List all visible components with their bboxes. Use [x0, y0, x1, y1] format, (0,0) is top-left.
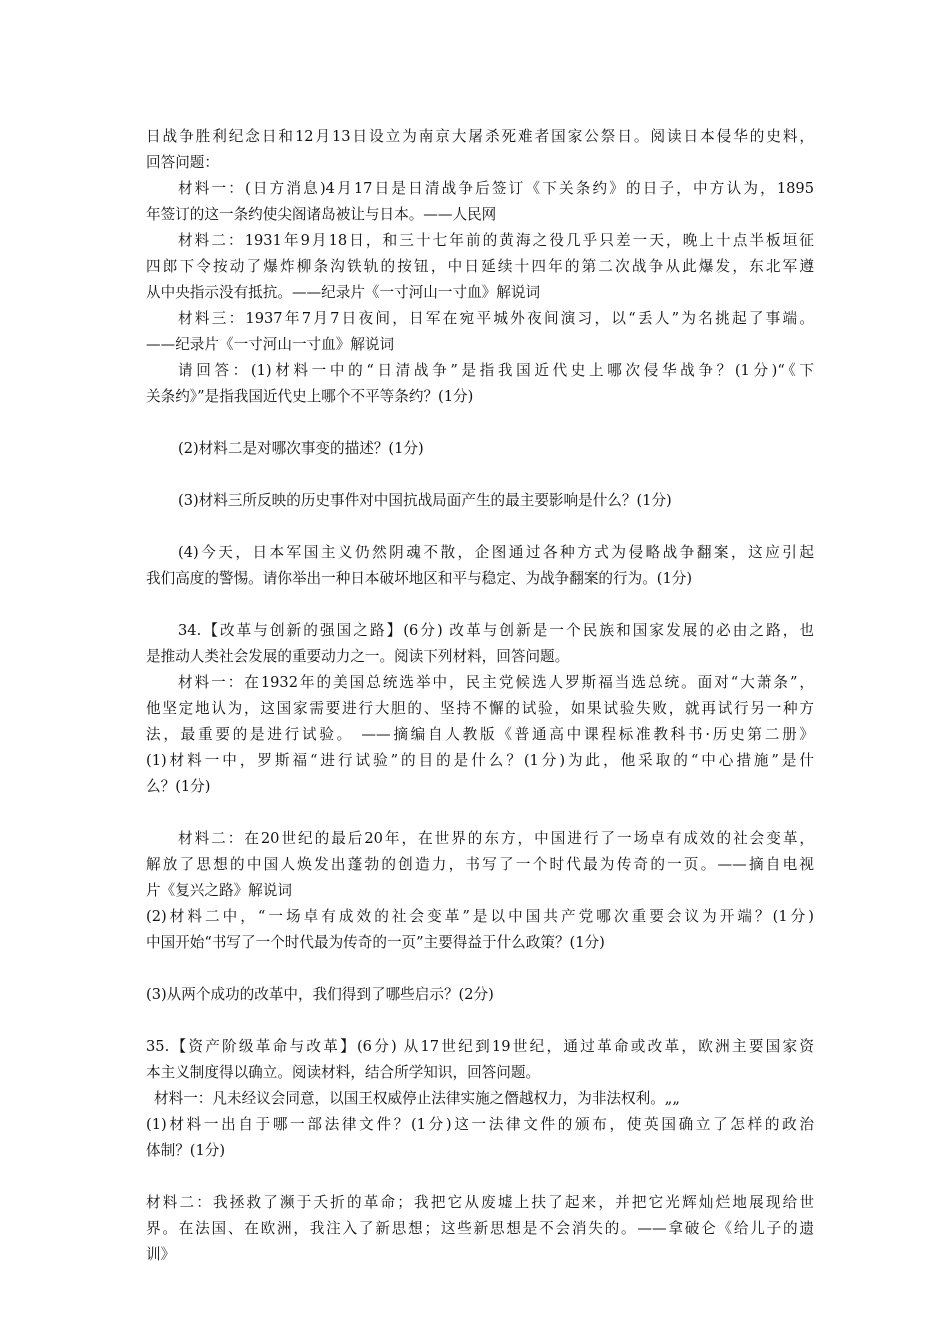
q33-intro-line-1: 日战争胜利纪念日和12月13日设立为南京大屠杀死难者国家公祭日。阅读日本侵华的史料，	[146, 128, 814, 145]
q35-question-1-line-2: 体制？(1分)	[146, 1142, 226, 1159]
q34-material-1-line-1: 材料一：在1932年的美国总统选举中，民主党候选人罗斯福当选总统。面对“大萧条”，	[178, 674, 814, 691]
q33-question-1-line-2: 关条约》”是指我国近代史上哪个不平等条约？(1分)	[146, 388, 474, 405]
q34-material-2-line-2: 解放了思想的中国人焕发出蓬勃的创造力，书写了一个时代最为传奇的一页。——摘自电视	[146, 856, 814, 873]
q35-intro-line-2: 本主义制度得以确立。阅读材料，结合所学知识，回答问题。	[146, 1064, 541, 1081]
q33-material-1-line-2: 年签订的这一条约使尖阁诸岛被让与日本。——人民网	[146, 206, 497, 223]
q34-question-2-line-1: (2)材料二中，“一场卓有成效的社会变革”是以中国共产党哪次重要会议为开端？(1分)	[146, 908, 814, 925]
q35-intro-line-1: 35.【资产阶级革命与改革】(6分) 从17世纪到19世纪，通过革命或改革，欧洲主要国家资	[146, 1038, 814, 1055]
q33-intro-line-2: 回答问题：	[146, 154, 219, 171]
q34-material-1-line-2: 他坚定地认为，这国家需要进行大胆的、坚持不懈的试验，如果试验失败，就再试行另一种方	[146, 700, 814, 717]
q35-material-2-line-1: 材料二：我拯救了濒于夭折的革命；我把它从废墟上扶了起来，并把它光辉灿烂地展现给世	[146, 1194, 814, 1211]
q35-material-2-line-3: 训》	[146, 1246, 176, 1263]
q34-material-2-line-1: 材料二：在20世纪的最后20年，在世界的东方，中国进行了一场卓有成效的社会变革，	[178, 830, 814, 847]
q34-material-1-line-3: 法，最重要的是进行试验。 ——摘编自人教版《普通高中课程标准教科书·历史第二册》	[146, 726, 814, 743]
q33-question-4-line-2: 我们高度的警惕。请你举出一种日本破坏地区和平与稳定、为战争翻案的行为。(1分)	[146, 570, 693, 587]
q33-question-1-line-1: 请回答：(1)材料一中的“日清战争”是指我国近代史上哪次侵华战争？(1分)“《下	[178, 362, 814, 379]
q33-question-2: (2)材料二是对哪次事变的描述？(1分)	[178, 440, 424, 457]
q33-material-3-line-2: ——纪录片《一寸河山一寸血》解说词	[146, 336, 395, 353]
q33-material-1-line-1: 材料一：(日方消息)4月17日是日清战争后签订《下关条约》的日子，中方认为，1895	[178, 180, 814, 197]
q34-question-1-line-2: 么？(1分)	[146, 778, 211, 795]
q34-intro-line-2: 是推动人类社会发展的重要动力之一。阅读下列材料，回答问题。	[146, 648, 570, 665]
q34-question-1-line-1: (1)材料一中，罗斯福“进行试验”的目的是什么？(1分)为此，他采取的“中心措施”是什	[146, 752, 814, 769]
q33-material-2-line-3: 从中央指示没有抵抗。——纪录片《一寸河山一寸血》解说词	[146, 284, 541, 301]
q35-material-1: 材料一：凡未经议会同意，以国王权威停止法律实施之僭越权力，为非法权利。„„	[154, 1090, 680, 1107]
q33-material-3-line-1: 材料三：1937年7月7日夜间，日军在宛平城外夜间演习，以“丢人”为名挑起了事端。	[178, 310, 814, 327]
q35-question-1-line-1: (1)材料一出自于哪一部法律文件？(1分)这一法律文件的颁布，使英国确立了怎样的政治	[146, 1116, 814, 1133]
q33-material-2-line-1: 材料二：1931年9月18日，和三十七年前的黄海之役几乎只差一天，晚上十点半板垣征	[178, 232, 814, 249]
q35-material-2-line-2: 界。在法国、在欧洲，我注入了新思想；这些新思想是不会消失的。——拿破仑《给儿子的遗	[146, 1220, 814, 1237]
q34-question-2-line-2: 中国开始“书写了一个时代最为传奇的一页”主要得益于什么政策？(1分)	[146, 934, 605, 951]
q34-question-3: (3)从两个成功的改革中，我们得到了哪些启示？(2分)	[146, 986, 494, 1003]
q34-intro-line-1: 34.【改革与创新的强国之路】(6分) 改革与创新是一个民族和国家发展的必由之路，也	[178, 622, 814, 639]
q33-question-3: (3)材料三所反映的历史事件对中国抗战局面产生的最主要影响是什么？(1分)	[178, 492, 672, 509]
q34-material-2-line-3: 片《复兴之路》解说词	[146, 882, 292, 899]
q33-question-4-line-1: (4)今天，日本军国主义仍然阴魂不散，企图通过各种方式为侵略战争翻案，这应引起	[178, 544, 814, 561]
q33-material-2-line-2: 四郎下令按动了爆炸柳条沟铁轨的按钮，中日延续十四年的第二次战争从此爆发，东北军遵	[146, 258, 814, 275]
